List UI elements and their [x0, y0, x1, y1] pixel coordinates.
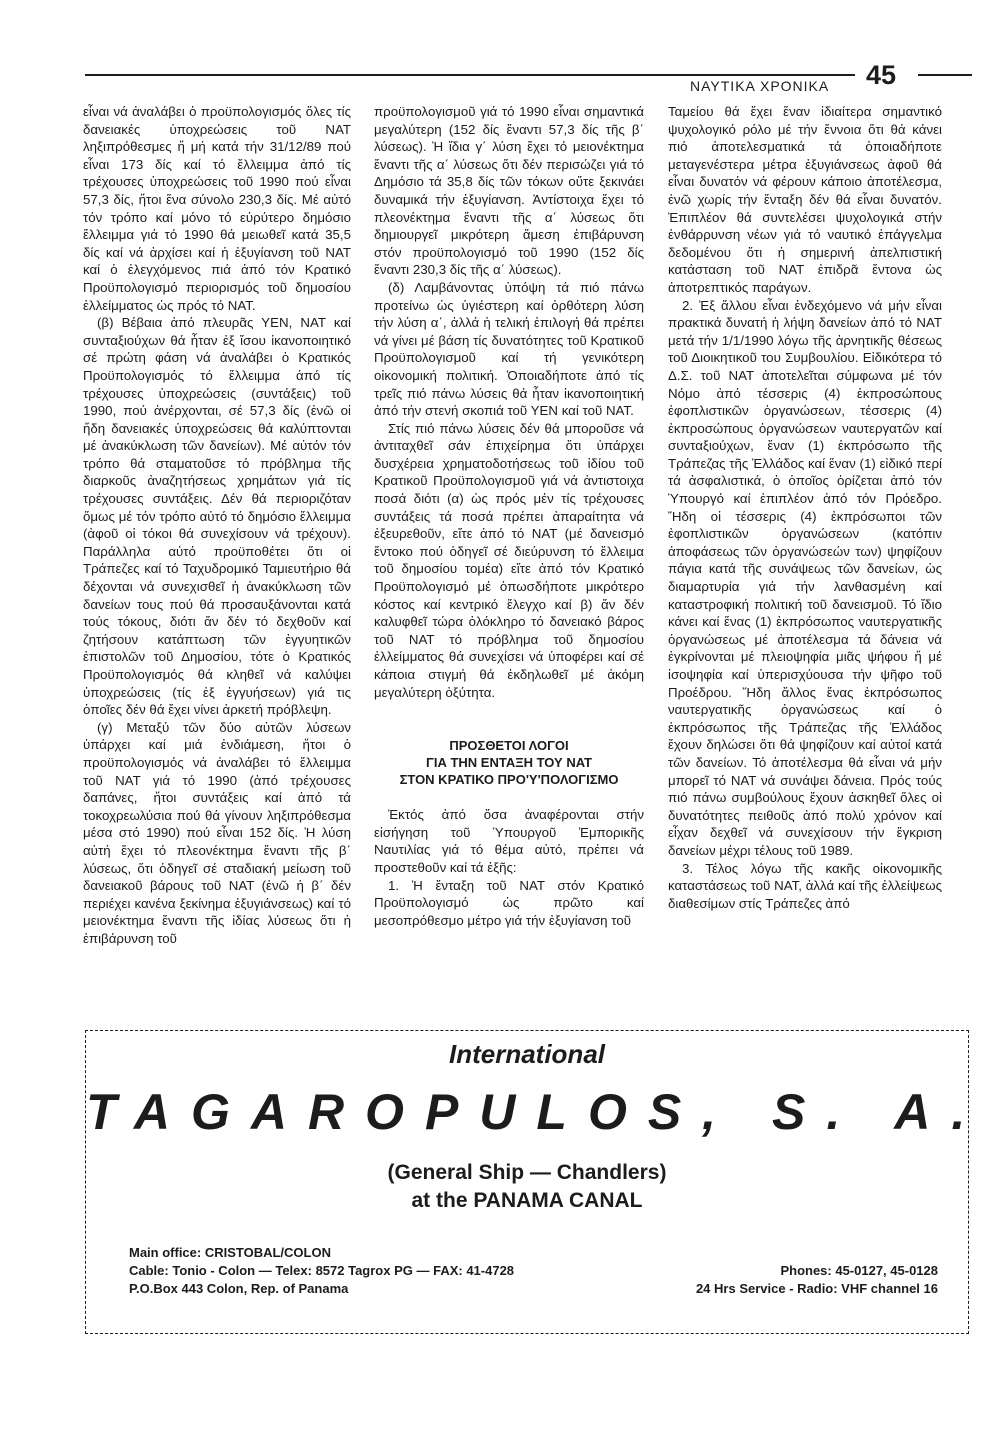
paragraph: Στίς πιό πάνω λύσεις δέν θά μποροῦσε νά ἀντιταχθεῖ σάν ἐπιχείρημα ὅτι ὑπάρχει δυσχέρεια χρηματοδοτήσεως τοῦ ἰδίου τοῦ Κρατικοῦ Προϋπολογισμοῦ γιά νά ἀντιστοιχα ποσά διότι (α) ὡς πρός μέν τίς τρέχουσες συντάξεις τά ποσά πρέπει ἀπαραίτητα νά ἐξευρεθοῦν, εἴτε ἀπό τό ΝΑΤ (μέ δανεισμό ἔντοκο πού ὁδηγεῖ σέ διεύρυνση τό ἔλλειμα τοῦ δημοσίου τομέα) εἴτε ἀπό τόν Κρατικό Προϋπολογισμό μέ ὁπωσδήποτε μικρότερο κόστος καί κεντρικό ἔλεγχο καί β) ἄν δέν καλυφθεῖ τώρα ὁλόκληρο τό δανειακό βάρος τοῦ ΝΑΤ τό πρόβλημα τοῦ δημοσίου ἐλλείμματος θά συνεχίσει νά ὑποφέρει καί σέ κάποια στιγμή θά ἐκδηλωθεῖ μέ ἀκόμη μεγαλύτερη ὀξύτητα. — [374, 420, 644, 700]
ad-international: International — [448, 1039, 605, 1069]
advertisement-box — [85, 1030, 987, 1334]
ad-pobox: P.O.Box 443 Colon, Rep. of Panama — [129, 1281, 349, 1296]
header-rule-left — [85, 74, 855, 76]
paragraph: εἶναι νά ἀναλάβει ὁ προϋπολογισμός ὅλες τίς δανειακές ὑποχρεώσεις τοῦ ΝΑΤ ληξιπρόθεσμες ἤ μή κατά τήν 31/12/89 πού εἶναι 173 δίς καί τό ἔλλειμμα ἀπό τίς τρέχουσες ὑποχρεώσεις τοῦ 1990 πού εἶναι 57,3 δίς, ἤτοι ἕνα σύνολο 230,3 δίς. Μέ αὐτό τόν τρόπο καί μόνο τό εὐρύτερο δημόσιο ἔλλειμμα γιά τό 1990 θά μειωθεῖ κατά 35,5 δίς καί νά ἀρχίσει καί ἡ ἐξυγίανση τοῦ ΝΑΤ καί ὁ ἐλεγχόμενος πιά ἀπό τόν Κρατικό Προϋπολογισμό περιορισμός τοῦ δημοσίου ἐλλείμματος ὡς πρός τό ΝΑΤ. — [83, 104, 351, 313]
ad-service: 24 Hrs Service - Radio: VHF channel 16 — [695, 1281, 938, 1296]
ad-contact-right — [696, 1262, 938, 1298]
section-heading — [374, 737, 644, 788]
page-number: 45 — [866, 60, 897, 90]
ad-phones: Phones: 45-0127, 45-0128 — [780, 1263, 938, 1278]
paragraph: Ἐκτός ἀπό ὅσα ἀναφέρονται στήν εἰσήγηση τοῦ Ὑπουργοῦ Ἐμπορικῆς Ναυτιλίας γιά τό θέμα αὐτό, πρέπει νά προστεθοῦν καί τά ἑξῆς: — [374, 807, 644, 875]
magazine-title: ΝΑΥΤΙΚΑ ΧΡΟΝΙΚΑ — [690, 78, 830, 94]
article-column-1 — [83, 103, 351, 948]
ad-cable: Cable: Tonio - Colon — Telex: 8572 Tagrox PG — FAX: 41-4728 — [129, 1263, 515, 1278]
paragraph: Ταμείου θά ἔχει ἕναν ἰδιαίτερα σημαντικό ψυχολογικό ρόλο μέ τήν ἔννοια ὅτι θά κάνει πιό ἀποτελεσματικά τά ὁποιαδήποτε μεταγενέστερα μέτρα ἐξυγιάνσεως ἀφοῦ θά εἶναι δυνατόν νά φέρουν κάποιο ἀποτέλεσμα, ἐνῶ χωρίς τήν ἔνταξη δέν θά εἶναι δυνατόν. Ἐπιπλέον θά συντελέσει ψυχολογικά στήν ἐνθάρρυνση νέων γιά τό ναυτικό ἐπάγγελμα δεδομένου ὅτι ἡ σημερινή ἀπελπιστική κατάσταση τοῦ ΝΑΤ ἐπιδρᾶ ἔντονα ὡς ἀποτρεπτικός παράγων. — [668, 104, 942, 295]
paragraph: 1. Ἡ ἔνταξη τοῦ ΝΑΤ στόν Κρατικό Προϋπολογισμό ὡς πρῶτο καί μεσοπρόθεσμο μέτρο γιά τήν ἐξυγίανση τοῦ — [374, 877, 644, 928]
ad-subtitle: (General Ship — Chandlers) — [387, 1161, 667, 1184]
ad-contact-left — [129, 1244, 514, 1298]
paragraph: 3. Τέλος λόγω τῆς κακῆς οἰκονομικῆς καταστάσεως τοῦ ΝΑΤ, ἀλλά καί τῆς ἐλλείψεως διαθεσίμων στίς Τράπεζες ἀπό — [668, 860, 942, 911]
paragraph: 2. Ἐξ ἄλλου εἶναι ἐνδεχόμενο νά μήν εἶναι πρακτικά δυνατή ἡ λήψη δανείων ἀπό τό ΝΑΤ μετά τήν 1/1/1990 λόγω τῆς ἀρνητικῆς θέσεως τοῦ Διοικητικοῦ του Συμβουλίου. Εἰδικότερα τό Δ.Σ. τοῦ ΝΑΤ ἀποτελεῖται σύμφωνα μέ τόν Νόμο ἀπό τέσσερις (4) ἐκπροσώπους ἐφοπλιστικῶν ὀργανώσεων, τέσσερις (4) ἐκπροσώπους ὀργανώσεων ναυτεργατῶν καί συνταξιούχων, ἕναν (1) ἐκπρόσωπο τῆς Τράπεζας τῆς Ἑλλάδος καί ἕναν (1) εἰδικό περί τά ἀσφαλιστικά, ὁ ὁποῖος ὁρίζεται ἀπό τόν Ὑπουργό καί ἐπιπλέον ἀπό τόν Πρόεδρο. Ἤδη οἱ τέσσερις (4) ἐκπρόσωποι τῶν ἐφοπλιστικῶν ὀργανώσεων (κατόπιν ἀποφάσεως τῶν ὀργανώσεών των) ψηφίζουν πάγια κατά τῆς συνάψεως τῶν δανείων, ὡς διαμαρτυρία γιά τήν λανθασμένη καί καταστροφική πολιτική τοῦ δανεισμοῦ. Τό ἴδιο κάνει καί ἕνας (1) ἐκπρόσωπος ναυτεργατικῆς ὀργανώσεως μέ ἀποτέλεσμα τά δάνεια νά ἐγκρίνονται μέ πλειοψηφία μιᾶς ψήφου ἤ μέ ἰσοψηφία καί ὑπερισχύουσα τήν ψῆφο τοῦ Προέδρου. Ἤδη ἄλλος ἕνας ἐκπρόσωπος ναυτεργατικῆς ὀργανώσεως καί ὁ ἐκπρόσωπος τῆς Τράπεζας τῆς Ἑλλάδος ἔχουν δηλώσει ὅτι θά ψηφίζουν καί αὐτοί κατά τῶν δανείων. Τό ἀποτέλεσμα θά εἶναι νά μήν μπορεῖ τό ΝΑΤ νά συνάψει δάνεια. Πρός τούς πιό πάνω συμβούλους ἔχουν ἀσκηθεῖ ὅλες οἱ δυνατότητες πειθοῦς ἀπό πολύ χρόνον καί εἶχαν δεχθεῖ νά συνεχίσουν τήν ἔγκριση δανείων μέχρι τέλους τοῦ 1989. — [668, 297, 942, 858]
paragraph: (δ) Λαμβάνοντας ὑπόψη τά πιό πάνω προτείνω ὡς ὑγιέστερη καί ὀρθότερη λύση τήν λύση α΄, ἀλλά ἡ τελική ἐπιλογή θά πρέπει νά γίνει μέ βάση τίς δυνατότητες τοῦ Κρατικοῦ Προϋπολογισμοῦ καί τή γενικότερη οἰκονομική πολιτική. Ὁποιαδήποτε ἀπό τίς τρεῖς πιό πάνω λύσεις θά ἦταν ἱκανοποιητική ἀπό τήν στενή σκοπιά τοῦ ΥΕΝ καί τοῦ ΝΑΤ. — [374, 279, 644, 419]
section-heading-line: ΣΤΟΝ ΚΡΑΤΙΚΟ ΠΡΟ'Υ'ΠΟΛΟΓΙΣΜΟ — [399, 772, 619, 788]
paragraph: (β) Βέβαια ἀπό πλευρᾶς ΥΕΝ, ΝΑΤ καί συνταξιούχων θά ἦταν ἐξ ἴσου ἱκανοποιητικό σέ πρώτη φάση νά ἀναλάβει ὁ Κρατικός Προϋπολογισμός τό ἔλλειμμα ἀπό τίς τρέχουσες ὑποχρεώσεις (συντάξεις) τοῦ 1990, πού ἀνέρχονται, σέ 57,3 δίς (ἐνῶ οἱ ἤδη δανειακές ὑποχρεώσεις θά καλύπτονται μέ ἀνακύκλωση τῶν δανείων). Μέ αὐτόν τόν τρόπο θά σταματοῦσε τό πρόβλημα τῆς διαρκοῦς ἀναζητήσεως χρημάτων γιά τίς τρέχουσες συντάξεις. Δέν θά περιοριζόταν ὅμως μέ τόν τρόπο αὐτό τό δημόσιο ἔλλειμμα (ἀφοῦ οἱ τόκοι θά συνεχίσουν νά τρέχουν). Παράλληλα αὐτό προϋποθέτει ὅτι οἱ Τράπεζες καί τό Ταχυδρομικό Ταμιευτήριο θά δέχονται νά συνεχισθεῖ ἡ ἀνακύκλωση τῶν δανείων τους πού θά προσαυξάνονται κατά τούς τόκους, διότι ἄν δέν τό δεχθοῦν καί ζητήσουν κατάπτωση τῶν ἐγγυητικῶν ἐπιστολῶν τοῦ Δημοσίου, τότε ὁ Κρατικός Προϋπολογισμός θά κληθεῖ νά καλύψει ὑποχρεώσεις (τίς ἐξ ἐγγυήσεων) γιά τις ὁποῖες δέν θά ἔχει νίνει ἀρκετή πρόβλεψη. — [83, 315, 351, 718]
article-column-3 — [668, 103, 942, 912]
paragraph: προϋπολογισμοῦ γιά τό 1990 εἶναι σημαντικά μεγαλύτερη (152 δίς ἔναντι 57,3 δίς τῆς β΄ λύσεως). Ἡ ἴδια γ΄ λύση ἔχει τό μειονέκτημα ἔναντι τῆς α΄ λύσεως ὅτι δέν περισώζει γιά τό Δημόσιο τά 35,8 δίς τῶν τόκων οὔτε ξεκινάει δυναμικά τήν ἐξυγίανση. Ἀντίστοιχα ἔχει τό πλεονέκτημα ἔναντι τῆς α΄ λύσεως ὅτι δημιουργεῖ μικρότερη ἄμεση ἐπιβάρυνση στόν προϋπολογισμό τοῦ 1990 (152 δίς ἔναντι 230,3 δίς τῆς α΄ λύσεως). — [374, 104, 644, 278]
ad-company-name: TAGAROPULOS, S. A. — [86, 1084, 987, 1140]
paragraph: (γ) Μεταξύ τῶν δύο αὐτῶν λύσεων ὑπάρχει καί μιά ἐνδιάμεση, ἤτοι ὁ προϋπολογισμός νά ἀναλάβει τό ἔλλειμμα τοῦ ΝΑΤ γιά τό 1990 (ἀπό τρέχουσες δαπάνες, ἤτοι συντάξεις καί ἀπό τά τοκοχρεωλύσια πού θά γίνουν ληξιπρόθεσμα μέσα στό 1990) πού εἶναι 152 δίς. Ἡ λύση αὐτή ἔχει τό πλεονέκτημα ἔναντι τῆς β΄ λύσεως, ὅτι ὁδηγεῖ σέ σταδιακή μείωση τοῦ δανειακοῦ βάρους τοῦ ΝΑΤ (ἐνῶ ἡ β΄ δέν περιέχει κανένα ξεκίνημα ἐξυγιάνσεως) καί τό μειονέκτημα ἔναντι τῆς ἰδίας λύσεως ὅτι ἡ ἐπιβάρυνση τοῦ — [83, 719, 351, 946]
header-rule-right — [918, 74, 972, 76]
article-column-2 — [374, 103, 644, 929]
section-heading-line: ΠΡΟΣΘΕΤΟΙ ΛΟΓΟΙ — [449, 738, 569, 754]
ad-subtitle: at the PANAMA CANAL — [411, 1189, 643, 1212]
section-heading-line: ΓΙΑ ΤΗΝ ΕΝΤΑΞΗ ΤΟΥ ΝΑΤ — [426, 755, 592, 771]
ad-main-office: Main office: CRISTOBAL/COLON — [129, 1245, 331, 1260]
